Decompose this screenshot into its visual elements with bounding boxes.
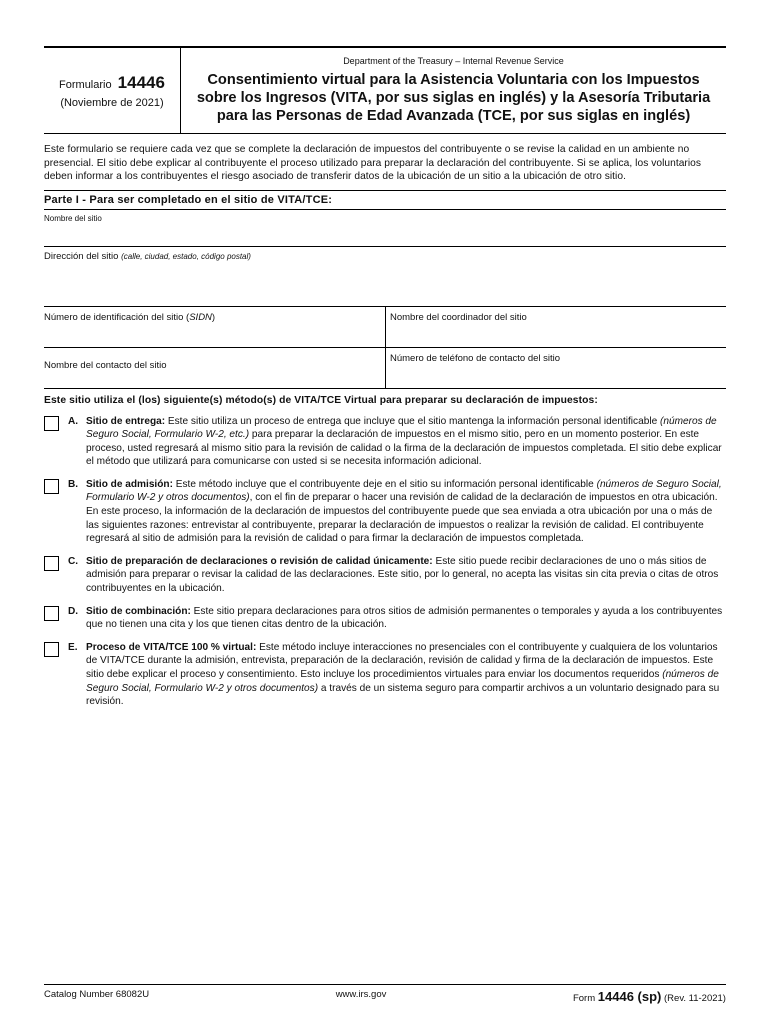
site-address-label-wrap bbox=[44, 251, 251, 262]
footer-form-number: 14446 (sp) bbox=[597, 989, 662, 1004]
option-a-text bbox=[86, 415, 726, 469]
option-c bbox=[44, 555, 726, 596]
option-e bbox=[44, 641, 726, 709]
option-d-letter: D. bbox=[68, 605, 79, 617]
site-address-field[interactable] bbox=[44, 247, 726, 307]
form-id-block bbox=[44, 48, 181, 133]
option-b bbox=[44, 478, 726, 546]
form-number: 14446 bbox=[117, 72, 165, 92]
coordinator-label: Nombre del coordinador del sitio bbox=[390, 311, 527, 323]
site-address-hint: (calle, ciudad, estado, código postal) bbox=[121, 251, 251, 261]
option-e-i1: (números de Seguro Social, Formulario W-2 y otros documentos) bbox=[86, 669, 719, 694]
option-a-t2: para preparar la declaración de impuestos en el mismo sitio, pero en un momento posterior. En este proceso, usted regresará al mismo sitio para la revisión de calidad o la firma de la declaración de impuestos completada. El sitio debe explicar el método que utilizará para comunicarse con usted si se necesita información adicional. bbox=[86, 429, 722, 468]
form-title bbox=[181, 71, 726, 125]
option-d bbox=[44, 605, 726, 632]
sidn-label-abbr: SIDN bbox=[189, 311, 212, 323]
option-d-text bbox=[86, 605, 726, 632]
footer-form-id bbox=[573, 989, 726, 1004]
option-c-text bbox=[86, 555, 726, 596]
option-b-i1: (números de Seguro Social, Formulario W-2 y otros documentos) bbox=[86, 478, 722, 504]
option-a bbox=[44, 415, 726, 469]
catalog-number: Catalog Number 68082U bbox=[44, 989, 150, 1000]
title-line-1: Consentimiento virtual para la Asistencia Voluntaria con los Impuestos bbox=[207, 72, 700, 88]
methods-title: Este sitio utiliza el (los) siguiente(s) método(s) de VITA/TCE Virtual para preparar su declaración de impuestos: bbox=[44, 394, 598, 406]
option-a-letter: A. bbox=[68, 415, 79, 427]
option-e-t2: a través de un sistema seguro para compartir archivos a un voluntario designado para su revisión. bbox=[86, 682, 720, 708]
irs-website: www.irs.gov bbox=[335, 989, 387, 1000]
contact-row bbox=[44, 348, 726, 389]
option-a-checkbox[interactable] bbox=[44, 416, 59, 431]
contact-name-field[interactable] bbox=[44, 348, 386, 388]
option-b-letter: B. bbox=[68, 478, 79, 490]
title-block bbox=[181, 48, 726, 133]
site-name-label: Nombre del sitio bbox=[44, 213, 102, 223]
intro-text: Este formulario se requiere cada vez que se complete la declaración de impuestos del contribuyente o se revise la calidad en un ambiente no presencial. El sitio debe explicar al contribuyente el proceso utilizado para preparar la declaración del contribuyente. Si se aplica, los voluntarios deben informar a los contribuyentes el riesgo asociado de transferir datos de la ubicación de un sitio a la ubicación de otro sitio. bbox=[44, 144, 702, 182]
option-a-t1: Este sitio utiliza un proceso de entrega que incluye que el sitio mantenga la información personal identificable bbox=[165, 415, 660, 427]
form-prefix: Formulario bbox=[59, 78, 112, 91]
option-d-name: Sitio de combinación: bbox=[86, 605, 191, 617]
agency-name: Department of the Treasury – Internal Revenue Service bbox=[343, 56, 564, 66]
option-b-t2: , con el fin de preparar o hacer una revisión de calidad de la declaración de impuestos en otra ubicación. En este proceso, la información de la declaración de impuestos del contribuyente puede que sea enviada a otra ubicación por una o más de las siguientes razones: entrevistar al contribuyente, preparar la declaración de impuestos o realizar la revisión de calidad. El contribuyente regresará al sitio de admisión para la revisión de calidad o para firmar la declaración de impuestos completada. bbox=[86, 492, 718, 545]
option-c-letter: C. bbox=[68, 555, 79, 567]
sidn-label-post: ) bbox=[211, 311, 216, 323]
option-c-checkbox[interactable] bbox=[44, 556, 59, 571]
contact-name-label: Nombre del contacto del sitio bbox=[44, 359, 167, 371]
option-a-i1: (números de Seguro Social, Formulario W-2, etc.) bbox=[86, 415, 717, 441]
option-b-name: Sitio de admisión: bbox=[86, 478, 173, 490]
footer-rev: (Rev. 11-2021) bbox=[664, 993, 726, 1004]
sidn-coordinator-row bbox=[44, 307, 726, 348]
title-line-3: para las Personas de Edad Avanzada (TCE, por sus siglas en inglés) bbox=[216, 108, 691, 124]
sidn-field[interactable] bbox=[44, 307, 386, 347]
form-page bbox=[44, 46, 726, 709]
sidn-label bbox=[44, 312, 215, 323]
option-b-t1: Este método incluye que el contribuyente deje en el sitio su información personal identificable bbox=[172, 478, 597, 490]
title-line-2: sobre los Ingresos (VITA, por sus siglas en inglés) y la Asesoría Tributaria bbox=[196, 90, 711, 106]
option-b-text bbox=[86, 478, 726, 546]
form-number-line bbox=[59, 73, 165, 93]
contact-phone-field[interactable] bbox=[386, 348, 726, 388]
form-footer bbox=[44, 984, 726, 1004]
part1-title: Parte I - Para ser completado en el sitio de VITA/TCE: bbox=[44, 190, 726, 210]
site-name-field[interactable] bbox=[44, 210, 726, 247]
option-d-t1: Este sitio prepara declaraciones para otros sitios de admisión permanentes o temporales y ayuda a los contribuyentes que no tienen una cita y los que tienen citas dentro de la ubicación. bbox=[86, 605, 723, 631]
option-d-checkbox[interactable] bbox=[44, 606, 59, 621]
option-e-letter: E. bbox=[68, 641, 78, 653]
option-e-name: Proceso de VITA/TCE 100 % virtual: bbox=[86, 641, 257, 653]
option-a-name: Sitio de entrega: bbox=[86, 415, 166, 427]
contact-phone-label: Número de teléfono de contacto del sitio bbox=[390, 352, 561, 364]
form-header bbox=[44, 46, 726, 134]
option-e-text bbox=[86, 641, 726, 709]
option-e-checkbox[interactable] bbox=[44, 642, 59, 657]
option-e-t1: Este método incluye interacciones no presenciales con el contribuyente y cualquiera de los voluntarios de VITA/TCE durante la admisión, entrevista, preparación de la declaración, revisión de calidad y firma de la declaración de impuestos. Este sitio debe explicar el proceso y consentimiento. Esto incluye los procedimientos virtuales para enviar los documentos requeridos bbox=[86, 641, 718, 680]
option-c-name: Sitio de preparación de declaraciones o revisión de calidad únicamente: bbox=[86, 555, 433, 567]
coordinator-field[interactable] bbox=[386, 307, 726, 347]
option-c-t1: Este sitio puede recibir declaraciones de uno o más sitios de admisión para preparar o revisar la calidad de las declaraciones. Este sitio, por lo general, no acepta las visitas sin cita previa o citas de otros contribuyentes en la ubicación. bbox=[86, 555, 719, 595]
site-address-label: Dirección del sitio bbox=[44, 250, 119, 262]
form-revision: (Noviembre de 2021) bbox=[60, 96, 164, 109]
option-b-checkbox[interactable] bbox=[44, 479, 59, 494]
footer-form-word: Form bbox=[572, 993, 596, 1004]
sidn-label-pre: Número de identificación del sitio ( bbox=[44, 311, 190, 323]
